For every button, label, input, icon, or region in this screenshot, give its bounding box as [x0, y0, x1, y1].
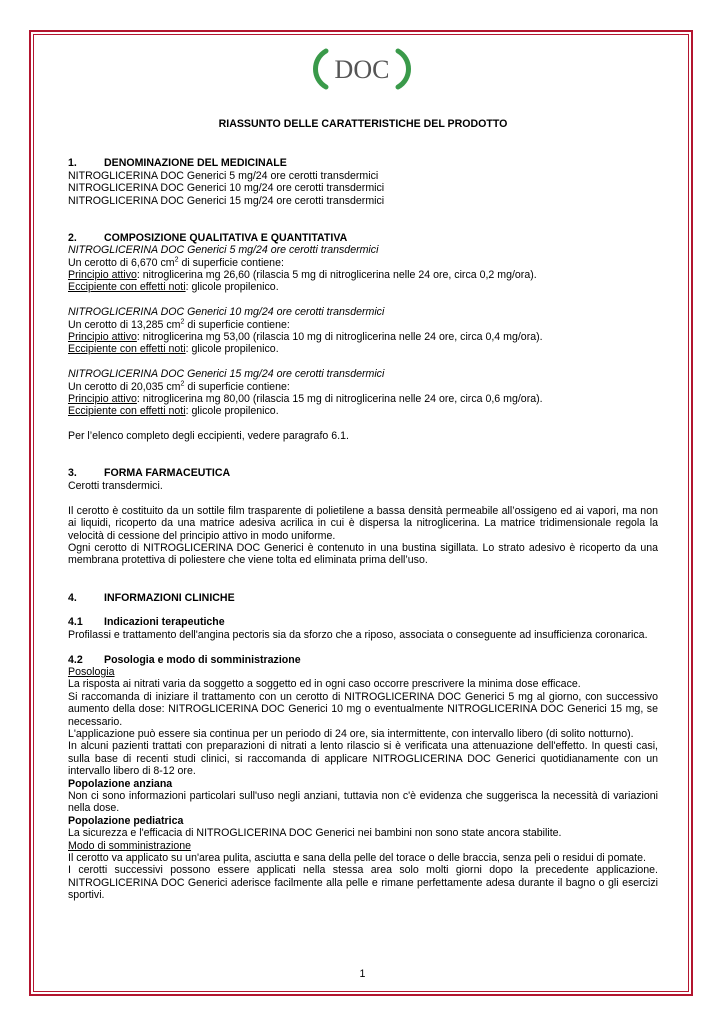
section-1-heading: 1. DENOMINAZIONE DEL MEDICINALE [68, 157, 287, 170]
s42-paragraph: Si raccomanda di iniziare il trattamento con un cerotto di NITROGLICERINA DOC Generici 5 mg al giorno, con successivo aumento della dose: NITROGLICERINA DOC Generici 10 mg o eventualmente NITROGLICERINA DOC Generici 15 mg, se necessario. [68, 690, 658, 728]
section-4-heading: 4. INFORMAZIONI CLINICHE [68, 591, 235, 604]
s1-line: NITROGLICERINA DOC Generici 10 mg/24 ore cerotti transdermici [68, 182, 385, 195]
s3-paragraph: Ogni cerotto di NITROGLICERINA DOC Generici è contenuto in una bustina sigillata. Lo strato adesivo è ricoperto da una membrana protettiva di poliestere che viene tolta ed eliminata prima dell’uso. [68, 541, 658, 567]
pediatrica-label: Popolazione pediatrica [68, 814, 184, 827]
s2-product-name: NITROGLICERINA DOC Generici 15 mg/24 ore cerotti transdermici [68, 368, 385, 381]
posologia-label: Posologia [68, 665, 115, 678]
s2-active-ingredient: Principio attivo: nitroglicerina mg 80,00 (rilascia 15 mg di nitroglicerina nelle 24 ore, circa 0,6 mg/ora). [68, 393, 543, 406]
s2-active-ingredient: Principio attivo: nitroglicerina mg 26,60 (rilascia 5 mg di nitroglicerina nelle 24 ore, circa 0,2 mg/ora). [68, 269, 537, 282]
svg-text:DOC: DOC [334, 55, 390, 84]
modo-label: Modo di somministrazione [68, 839, 192, 852]
anziana-text: Non ci sono informazioni particolari sull'uso negli anziani, tuttavia non c'è evidenza che suggerisca la necessità di variazioni nella dose. [68, 789, 658, 815]
s2-product-name: NITROGLICERINA DOC Generici 10 mg/24 ore cerotti transdermici [68, 306, 385, 319]
s2-patch-size: Un cerotto di 20,035 $cm^2$ di superficie contiene: [68, 380, 290, 393]
s2-excipient: Eccipiente con effetti noti: glicole propilenico. [68, 281, 279, 294]
modo-paragraph: Il cerotto va applicato su un'area pulita, asciutta e sana della pelle del torace o delle braccia, senza peli o residui di pomate. [68, 852, 646, 865]
modo-paragraph: I cerotti successivi possono essere applicati nella stessa area solo molti giorni dopo la precedente applicazione. NITROGLICERINA DOC Generici aderisce facilmente alla pelle e rimane perfettamente adesa durante il bagno o gli esercizi sportivi. [68, 864, 658, 902]
s42-paragraph: La risposta ai nitrati varia da soggetto a soggetto ed in ogni caso occorre prescrivere la minima dose efficace. [68, 678, 581, 691]
pediatrica-text: La sicurezza e l'efficacia di NITROGLICERINA DOC Generici nei bambini non sono state ancora stabilite. [68, 827, 562, 840]
s2-active-ingredient: Principio attivo: nitroglicerina mg 53,00 (rilascia 10 mg di nitroglicerina nelle 24 ore, circa 0,4 mg/ora). [68, 331, 543, 344]
s3-line: Cerotti transdermici. [68, 479, 163, 492]
section-4-1-heading: 4.1 Indicazioni terapeutiche [68, 616, 225, 629]
s42-paragraph: L'applicazione può essere sia continua per un periodo di 24 ore, sia intermittente, con intervallo libero (di solito notturno). [68, 727, 634, 740]
document-body [68, 118, 658, 902]
s41-text: Profilassi e trattamento dell'angina pectoris sia da sforzo che a riposo, associata o conseguente ad insufficienza coronarica. [68, 628, 648, 641]
anziana-label: Popolazione anziana [68, 777, 173, 790]
s2-excipient: Eccipiente con effetti noti: glicole propilenico. [68, 343, 279, 356]
s1-line: NITROGLICERINA DOC Generici 5 mg/24 ore cerotti transdermici [68, 169, 379, 182]
s2-footer: Per l’elenco completo degli eccipienti, vedere paragrafo 6.1. [68, 430, 349, 443]
s2-product-name: NITROGLICERINA DOC Generici 5 mg/24 ore cerotti transdermici [68, 244, 379, 257]
section-3-heading: 3. FORMA FARMACEUTICA [68, 467, 231, 480]
s42-paragraph: In alcuni pazienti trattati con preparazioni di nitrati a lento rilascio si è verificata una attenuazione dell'effetto. In questi casi, sulla base di recenti studi clinici, si raccomanda di applicare NITROGLICERINA DOC Generici quotidianamente con un intervallo libero di 8-12 ore. [68, 740, 658, 778]
s2-patch-size: Un cerotto di 6,670 $cm^2$ di superficie contiene: [68, 256, 284, 269]
s3-paragraph: Il cerotto è costituito da un sottile film trasparente di polietilene a bassa densità permeabile all’ossigeno ed ai vapori, ma non ai liquidi, ricoperto da una matrice adesiva acrilica in cui è dispersa la nitroglicerina. La matrice tridimensionale regola la velocità di cessione del principio attivo in modo uniforme. [68, 504, 658, 542]
page-number: 1 [359, 968, 366, 980]
s1-line: NITROGLICERINA DOC Generici 15 mg/24 ore cerotti transdermici [68, 194, 385, 207]
section-2-heading: 2. COMPOSIZIONE QUALITATIVA E QUANTITATIVA [68, 231, 348, 244]
document-title: RIASSUNTO DELLE CARATTERISTICHE DEL PRODOTTO [218, 118, 508, 130]
s2-excipient: Eccipiente con effetti noti: glicole propilenico. [68, 405, 279, 418]
doc-logo [306, 45, 418, 93]
s2-patch-size: Un cerotto di 13,285 $cm^2$ di superficie contiene: [68, 318, 290, 331]
section-4-2-heading: 4.2 Posologia e modo di somministrazione [68, 653, 301, 666]
